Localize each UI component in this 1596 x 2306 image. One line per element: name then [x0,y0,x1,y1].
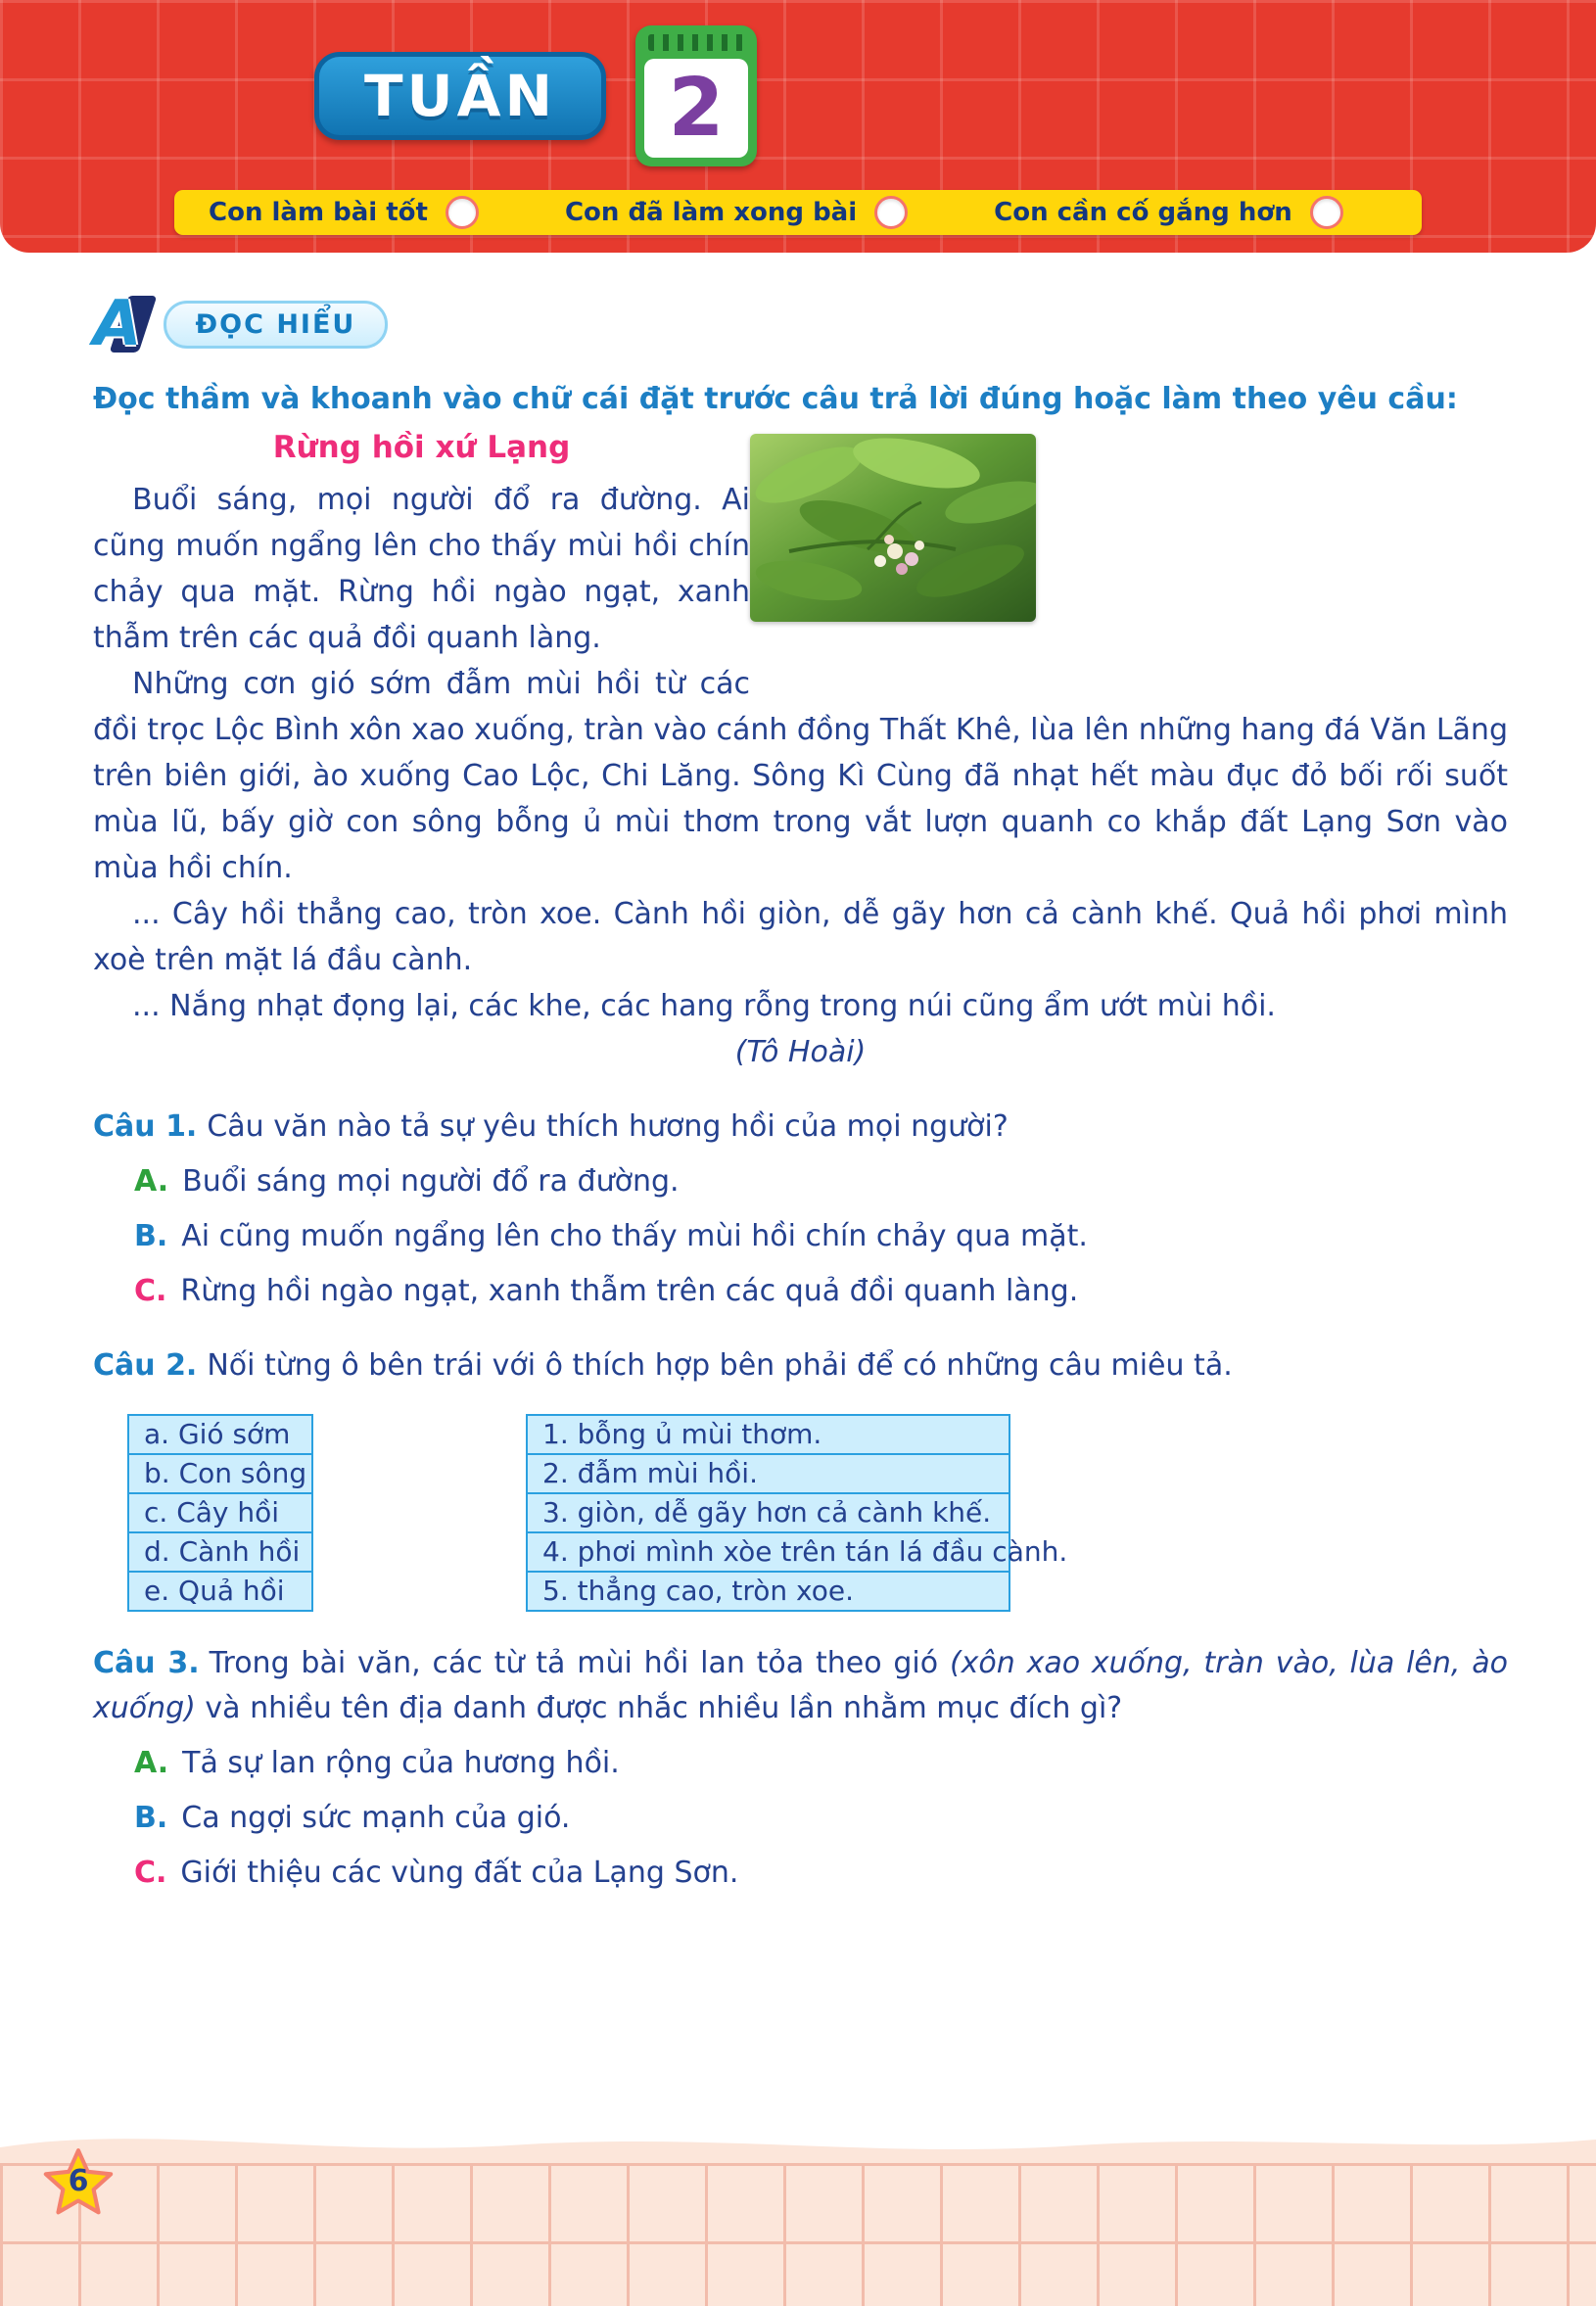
question-1-options [134,1159,1508,1314]
question-1-prompt: Câu văn nào tả sự yêu thích hương hồi của mọi người? [207,1109,1009,1144]
passage-author: (Tô Hoài) [734,1035,867,1069]
option-text: Tả sự lan rộng của hương hồi. [182,1746,620,1780]
page-number-star [41,2146,116,2217]
checklist-label: Con làm bài tốt [209,198,428,227]
question-3-option-b[interactable] [134,1796,1508,1841]
option-letter: B. [134,1219,168,1253]
passage-paragraph-4: ... Nắng nhạt đọng lại, các khe, các hang rỗng trong núi cũng ẩm ướt mùi hồi. [132,989,1276,1023]
option-text: Ai cũng muốn ngẩng lên cho thấy mùi hồi chín chảy qua mặt. [181,1219,1088,1253]
week-label: TUẦN [363,63,557,129]
reading-passage [93,428,1508,1075]
week-row [0,0,1334,166]
passage-paragraph-1: Buổi sáng, mọi người đổ ra đường. Ai cũng muốn ngẩng lên cho thấy mùi hồi chín chảy qua mặt. Rừng hồi ngào ngạt, xanh thẫm trên các quả đồi quanh làng. [93,483,750,655]
passage-photo-area [750,428,1508,702]
match-left-cell[interactable]: a. Gió sớm [127,1414,313,1455]
progress-checklist [174,190,1422,235]
question-1-option-b[interactable] [134,1214,1508,1259]
match-right-cell[interactable]: 3. giòn, dễ gãy hơn cả cành khế. [526,1492,1010,1533]
question-3-option-c[interactable] [134,1851,1508,1896]
checklist-item [565,196,908,229]
hoi-branch-photo-illustration [750,434,1036,622]
match-right-cell[interactable]: 5. thẳng cao, tròn xoe. [526,1571,1010,1612]
question-1-label: Câu 1. [93,1109,198,1144]
question-3-prompt-part-2: và nhiều tên địa danh được nhắc nhiều lần nhằm mục đích gì? [195,1691,1123,1725]
match-left-column [127,1414,313,1612]
question-3-prompt-part-1: Trong bài văn, các từ tả mùi hồi lan tỏa theo gió [209,1646,950,1680]
checklist-item [209,196,479,229]
question-1-text [93,1105,1508,1150]
match-right-cell[interactable]: 1. bỗng ủ mùi thơm. [526,1414,1010,1455]
exercise-instruction: Đọc thầm và khoanh vào chữ cái đặt trước câu trả lời đúng hoặc làm theo yêu cầu: [93,382,1458,416]
question-2-prompt: Nối từng ô bên trái với ô thích hợp bên phải để có những câu miêu tả. [207,1348,1233,1383]
question-1-option-a[interactable] [134,1159,1508,1204]
question-3 [93,1641,1508,1896]
match-left-cell[interactable]: d. Cành hồi [127,1531,313,1573]
option-letter: A. [134,1746,169,1780]
section-title-pill: ĐỌC HIỂU [164,301,389,349]
calendar-panel [644,59,748,158]
week-badge [314,52,606,140]
calendar-binding-rings [648,34,744,51]
main-content [0,288,1596,1896]
option-letter: B. [134,1801,168,1835]
match-right-cell[interactable]: 2. đẫm mùi hồi. [526,1453,1010,1494]
checklist-label: Con đã làm xong bài [564,198,858,227]
page-header [0,0,1596,253]
page-number: 6 [68,2164,89,2198]
question-3-option-a[interactable] [134,1741,1508,1786]
option-text: Rừng hồi ngào ngạt, xanh thẫm trên các quả đồi quanh làng. [180,1274,1079,1308]
question-2-label: Câu 2. [93,1348,198,1383]
option-letter: C. [134,1274,167,1308]
checklist-label: Con cần cố gắng hơn [994,198,1292,227]
section-letter: A [93,288,142,360]
week-number: 2 [668,61,725,155]
passage-photo [750,434,1036,622]
question-2 [93,1343,1508,1612]
question-3-label: Câu 3. [93,1646,200,1680]
passage-paragraph-2: Những cơn gió sớm đẫm mùi hồi từ các đồi trọc Lộc Bình xôn xao xuống, tràn vào cánh đồng Thất Khê, lùa lên những hang đá Văn Lãng trên biên giới, ào xuống Cao Lộc, Chi Lăng. Sông Kì Cùng đã nhạt hết màu đục đỏ bối rối suốt mùa lũ, bấy giờ con sông bỗng ủ mùi thơm trong vắt lượn quanh co khắp đất Lạng Sơn vào mùa hồi chín. [93,667,1508,885]
passage-paragraph-3: ... Cây hồi thẳng cao, tròn xoe. Cành hồi giòn, dễ gãy hơn cả cành khế. Quả hồi phơi mình xoè trên mặt lá đầu cành. [93,897,1508,977]
question-3-options [134,1741,1508,1896]
option-letter: A. [134,1164,169,1199]
checklist-checkbox[interactable] [446,196,479,229]
page-footer [0,2163,1596,2306]
option-text: Giới thiệu các vùng đất của Lạng Sơn. [180,1856,739,1890]
checklist-checkbox[interactable] [1310,196,1343,229]
match-left-cell[interactable]: e. Quả hồi [127,1571,313,1612]
checklist-item [994,196,1343,229]
option-text: Ca ngợi sức mạnh của gió. [181,1801,571,1835]
option-text: Buổi sáng mọi người đổ ra đường. [182,1164,680,1199]
week-calendar [635,25,757,166]
checklist-checkbox[interactable] [874,196,908,229]
question-3-text [93,1641,1508,1731]
question-3-prompt-italic: (xôn xao xuống, tràn vào, lùa lên, ào xuống) [93,1646,1508,1725]
match-left-cell[interactable]: b. Con sông [127,1453,313,1494]
match-left-cell[interactable]: c. Cây hồi [127,1492,313,1533]
question-2-text [93,1343,1508,1388]
match-right-cell[interactable]: 4. phơi mình xòe trên tán lá đầu cành. [526,1531,1010,1573]
footer-wave [0,2112,1596,2163]
match-right-column [526,1414,1068,1612]
question-1-option-c[interactable] [134,1269,1508,1314]
question-1 [93,1105,1508,1314]
option-letter: C. [134,1856,167,1890]
section-header [93,288,1508,360]
passage-title: Rừng hồi xứ Lạng [272,430,571,465]
matching-table [127,1414,1508,1612]
